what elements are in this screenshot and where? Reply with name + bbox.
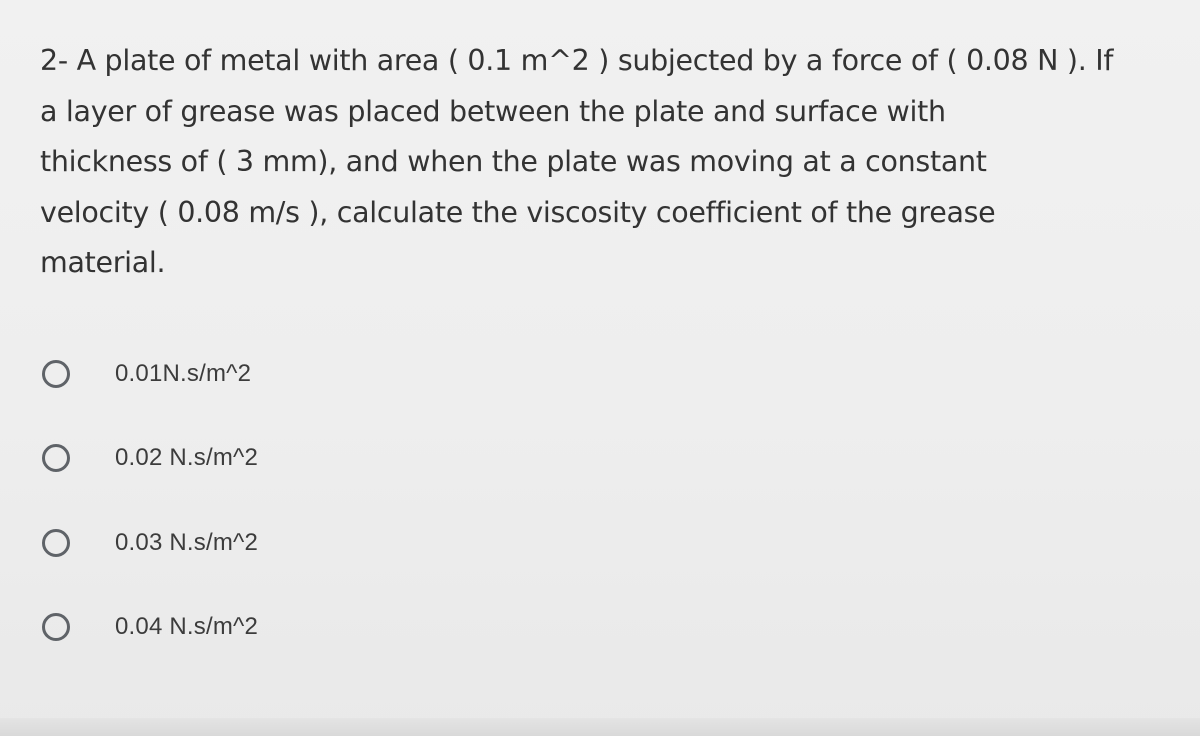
answer-option-1[interactable] (42, 357, 251, 391)
answer-option-4[interactable] (42, 610, 258, 644)
question-line: 2- A plate of metal with area ( 0.1 m^2 ) subjected by a force of ( 0.08 N ). If (40, 44, 1114, 77)
question-text (40, 36, 1190, 289)
question-line: material. (40, 246, 166, 279)
bottom-edge (0, 718, 1200, 736)
answer-option-label: 0.03 N.s/m^2 (115, 529, 259, 556)
question-line: thickness of ( 3 mm), and when the plate was moving at a constant (40, 145, 987, 178)
question-line: velocity ( 0.08 m/s ), calculate the viscosity coefficient of the grease (40, 195, 996, 229)
answer-option-label: 0.04 N.s/m^2 (115, 613, 259, 640)
answer-option-label: 0.01N.s/m^2 (115, 360, 252, 387)
answer-option-2[interactable] (42, 441, 258, 475)
answer-option-3[interactable] (42, 526, 258, 560)
radio-button-icon[interactable] (42, 360, 70, 388)
radio-button-icon[interactable] (42, 444, 70, 472)
question-line: a layer of grease was placed between the plate and surface with (40, 94, 946, 128)
radio-button-icon[interactable] (42, 529, 70, 557)
radio-button-icon[interactable] (42, 613, 70, 641)
answer-option-label: 0.02 N.s/m^2 (115, 444, 259, 471)
